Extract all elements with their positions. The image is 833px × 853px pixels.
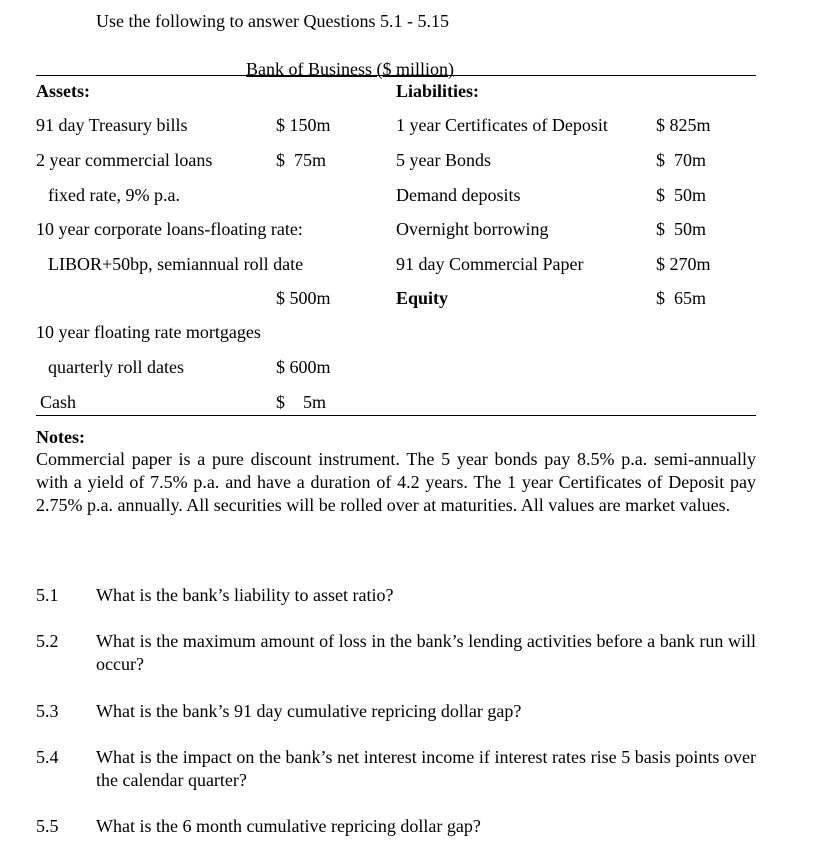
asset-label-libor: LIBOR+50bp, semiannual roll date [48, 254, 304, 274]
table-top-rule [36, 75, 756, 76]
question-number: 5.4 [36, 747, 59, 767]
asset-value-corporate-loans: $ 500m [276, 288, 331, 308]
liability-value-equity: $ 65m [656, 288, 707, 308]
question-number: 5.2 [36, 631, 59, 651]
liability-label-equity: Equity [396, 288, 449, 308]
liability-value-cds: $ 825m [656, 115, 711, 135]
asset-label-quarterly: quarterly roll dates [48, 357, 184, 377]
notes-text: Commercial paper is a pure discount instrument. The 5 year bonds pay 8.5% p.a. semi-annually with a yield of 7.5% p.a. and have a duration of 4.2 years. The 1 year Certificates of Deposit pay 2.75% p.a. annually. All securities will be rolled over at maturities. All values are market values. [36, 449, 756, 515]
question-text: What is the bank’s 91 day cumulative repricing dollar gap? [96, 701, 522, 721]
assets-header: Assets: [36, 81, 90, 101]
liability-label-cp: 91 day Commercial Paper [396, 254, 584, 274]
asset-label-fixed-rate: fixed rate, 9% p.a. [48, 185, 180, 205]
question-number: 5.3 [36, 701, 59, 721]
intro-line: Use the following to answer Questions 5.1 - 5.15 [96, 11, 449, 31]
question-number: 5.5 [36, 816, 59, 836]
asset-value-cash: $ 5m [276, 392, 327, 412]
asset-value-tbills: $ 150m [276, 115, 331, 135]
liability-label-overnight: Overnight borrowing [396, 219, 549, 239]
liabilities-header: Liabilities: [396, 81, 480, 101]
question-text: What is the impact on the bank’s net interest income if interest rates rise 5 basis points over the calendar quarter? [96, 747, 756, 790]
liability-value-bonds: $ 70m [656, 150, 707, 170]
liability-label-demand: Demand deposits [396, 185, 521, 205]
notes-heading: Notes: [36, 427, 85, 447]
question-text: What is the 6 month cumulative repricing dollar gap? [96, 816, 481, 836]
asset-label-cash: Cash [40, 392, 76, 412]
question-text: What is the maximum amount of loss in the bank’s lending activities before a bank run will occur? [96, 631, 756, 674]
liability-label-bonds: 5 year Bonds [396, 150, 491, 170]
asset-label-mortgages: 10 year floating rate mortgages [36, 322, 261, 342]
asset-value-commercial-loans: $ 75m [276, 150, 327, 170]
asset-value-mortgages: $ 600m [276, 357, 331, 377]
asset-label-commercial-loans: 2 year commercial loans [36, 150, 213, 170]
question-text: What is the bank’s liability to asset ratio? [96, 585, 394, 605]
liability-value-cp: $ 270m [656, 254, 711, 274]
liability-value-demand: $ 50m [656, 185, 707, 205]
asset-label-tbills: 91 day Treasury bills [36, 115, 188, 135]
question-number: 5.1 [36, 585, 59, 605]
asset-label-corporate-loans: 10 year corporate loans-floating rate: [36, 219, 303, 239]
table-bottom-rule [36, 415, 756, 416]
liability-label-cds: 1 year Certificates of Deposit [396, 115, 608, 135]
liability-value-overnight: $ 50m [656, 219, 707, 239]
table-title: Bank of Business ($ million) [246, 59, 454, 79]
